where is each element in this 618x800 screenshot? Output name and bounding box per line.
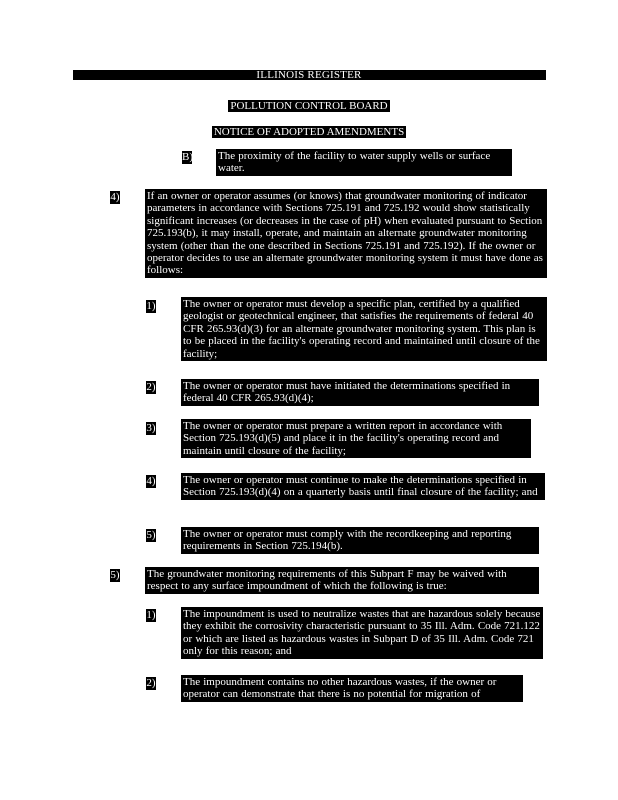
section-4-item-4-label: 4) — [146, 475, 156, 487]
register-title: ILLINOIS REGISTER — [256, 69, 362, 81]
section-4-item-4-text: The owner or operator must continue to make the determinations specified in Section 725.193(d)(4) on a quarterly basis until final closure of the facility; and — [181, 473, 545, 500]
section-5-item-1-text: The impoundment is used to neutralize wastes that are hazardous solely because they exhibit the corrosivity characteristic pursuant to 35 Ill. Adm. Code 721.122 or which are listed as hazardous wastes in Subpart D of 35 Ill. Adm. Code 721 only for this reason; and — [181, 607, 543, 659]
section-4-item-3-label: 3) — [146, 422, 156, 434]
section-5-item-2-text: The impoundment contains no other hazardous wastes, if the owner or operator can demonstrate that there is no potential for migration of — [181, 675, 523, 702]
section-4-item-1-text: The owner or operator must develop a specific plan, certified by a qualified geologist or geotechnical engineer, that satisfies the requirements of federal 40 CFR 265.93(d)(3) for an alternate groundwater monitoring system. This plan is to be placed in the facility's operating record and maintained until closure of the facility; — [181, 297, 547, 361]
notice-title: NOTICE OF ADOPTED AMENDMENTS — [213, 126, 405, 138]
item-b-text: The proximity of the facility to water supply wells or surface water. — [216, 149, 512, 176]
section-5-item-1-label: 1) — [146, 609, 156, 621]
section-4-item-3-text: The owner or operator must prepare a written report in accordance with Section 725.193(d)(5) and place it in the facility's operating record and maintain until closure of the facility; — [181, 419, 531, 458]
section-5-item-2-label: 2) — [146, 677, 156, 689]
section-4-label: 4) — [110, 191, 120, 203]
section-4-item-5-text: The owner or operator must comply with the recordkeeping and reporting requirements in Section 725.194(b). — [181, 527, 539, 554]
section-4-item-2-label: 2) — [146, 381, 156, 393]
section-4-item-2-text: The owner or operator must have initiated the determinations specified in federal 40 CFR 265.93(d)(4); — [181, 379, 539, 406]
section-4-item-1-label: 1) — [146, 300, 156, 312]
section-5-label: 5) — [110, 569, 120, 581]
section-5-text: The groundwater monitoring requirements of this Subpart F may be waived with respect to any surface impoundment of which the following is true: — [145, 567, 539, 594]
section-4-text: If an owner or operator assumes (or knows) that groundwater monitoring of indicator parameters in accordance with Sections 725.191 and 725.192 would show statistically significant increases (or decreases in the case of pH) when evaluated pursuant to Section 725.193(b), it may install, operate, and maintain an alternate groundwater monitoring system (other than the one described in Sections 725.191 and 725.192). If the owner or operator decides to use an alternate groundwater monitoring system it must have done as follows: — [145, 189, 547, 278]
board-name: POLLUTION CONTROL BOARD — [230, 100, 388, 112]
item-b-label: B) — [182, 151, 193, 163]
section-4-item-5-label: 5) — [146, 529, 156, 541]
